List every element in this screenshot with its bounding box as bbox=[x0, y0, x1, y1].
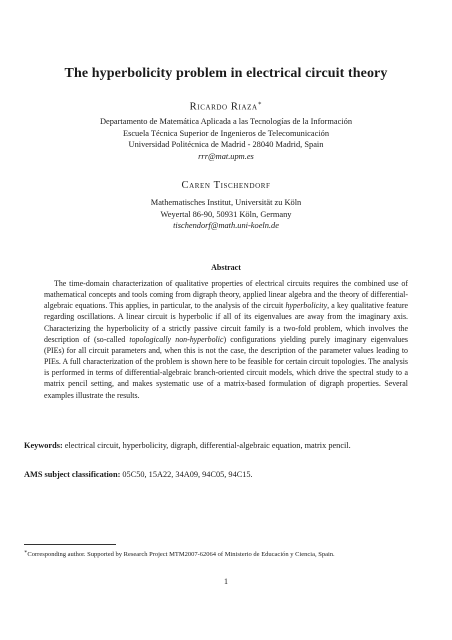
author-name-text: Caren Tischendorf bbox=[181, 180, 271, 191]
corresponding-author-mark: ∗ bbox=[257, 101, 263, 107]
ams-text: 05C50, 15A22, 34A09, 94C05, 94C15. bbox=[122, 470, 253, 479]
footnote bbox=[24, 548, 428, 559]
affiliation-line: Universidad Politécnica de Madrid - 28040 Madrid, Spain bbox=[128, 140, 324, 150]
author-email: tischendorf@math.uni-koeln.de bbox=[173, 221, 279, 231]
author-name-text: Ricardo Riaza bbox=[189, 101, 258, 113]
abstract-text: , a key qualitative feature regarding oscillations. A linear circuit is hyperbolic if all of its eigenvalues are away from the imaginary axis. Characterizing the hyperbolicity of a strictly passive circuit family is a two-fold problem, which involves the description of (so-called bbox=[44, 301, 408, 344]
author-email: rrr@mat.upm.es bbox=[198, 151, 254, 161]
abstract-body bbox=[44, 278, 408, 401]
affiliation-line: Mathematisches Institut, Universität zu Köln bbox=[150, 198, 302, 207]
keywords-text: electrical circuit, hyperbolicity, digraph, differential-algebraic equation, matrix pencil. bbox=[64, 441, 351, 450]
affiliation-line: Escuela Técnica Superior de Ingenieros de Telecomunicación bbox=[122, 128, 330, 138]
abstract-text: The time-domain characterization of qualitative properties of electrical circuits requires the combined use of mathematical concepts and tools coming from digraph theory, applied linear algebra and the theory of differential-algebraic equations. This applies, in particular, to the analysis of the circuit bbox=[44, 279, 408, 311]
footnote-text: Corresponding author. Supported by Research Project MTM2007-62064 of Ministerio de Educación y Ciencia, Spain. bbox=[27, 551, 335, 559]
footnote-mark: ∗ bbox=[24, 550, 28, 555]
abstract-emphasis: topologically non-hyperbolic bbox=[129, 334, 224, 344]
author-affiliation-1 bbox=[0, 116, 452, 162]
author-name-2 bbox=[0, 180, 452, 191]
abstract-heading: Abstract bbox=[211, 263, 241, 272]
abstract-emphasis: hyperbolicity bbox=[285, 301, 328, 311]
author-name-1 bbox=[0, 100, 452, 113]
ams-classification bbox=[24, 469, 428, 481]
author-affiliation-2 bbox=[0, 197, 452, 232]
abstract-text: ) configurations yielding purely imaginary eigenvalues (PIEs) for all circuit parameters and, when this is not the case, the description of the parameter values leading to PIEs. A full characterization of the problem is shown here to be feasible for certain circuit topologies. The analysis is performed in terms of differential-algebraic branch-oriented circuit models, which drive the spectral study to a matrix pencil setting, and makes systematic use of a matrix-based formulation of digraph properties. Several examples illustrate the results. bbox=[44, 334, 408, 400]
page-number: 1 bbox=[224, 577, 228, 586]
affiliation-line: Weyertal 86-90, 50931 Köln, Germany bbox=[160, 209, 292, 219]
paper-title: The hyperbolicity problem in electrical circuit theory bbox=[64, 66, 388, 81]
footnote-rule bbox=[24, 544, 116, 545]
keywords-label: Keywords: bbox=[24, 441, 63, 450]
affiliation-line: Departamento de Matemática Aplicada a las Tecnologías de la Información bbox=[99, 117, 353, 126]
ams-label: AMS subject classification: bbox=[24, 470, 121, 479]
keywords bbox=[24, 440, 428, 452]
